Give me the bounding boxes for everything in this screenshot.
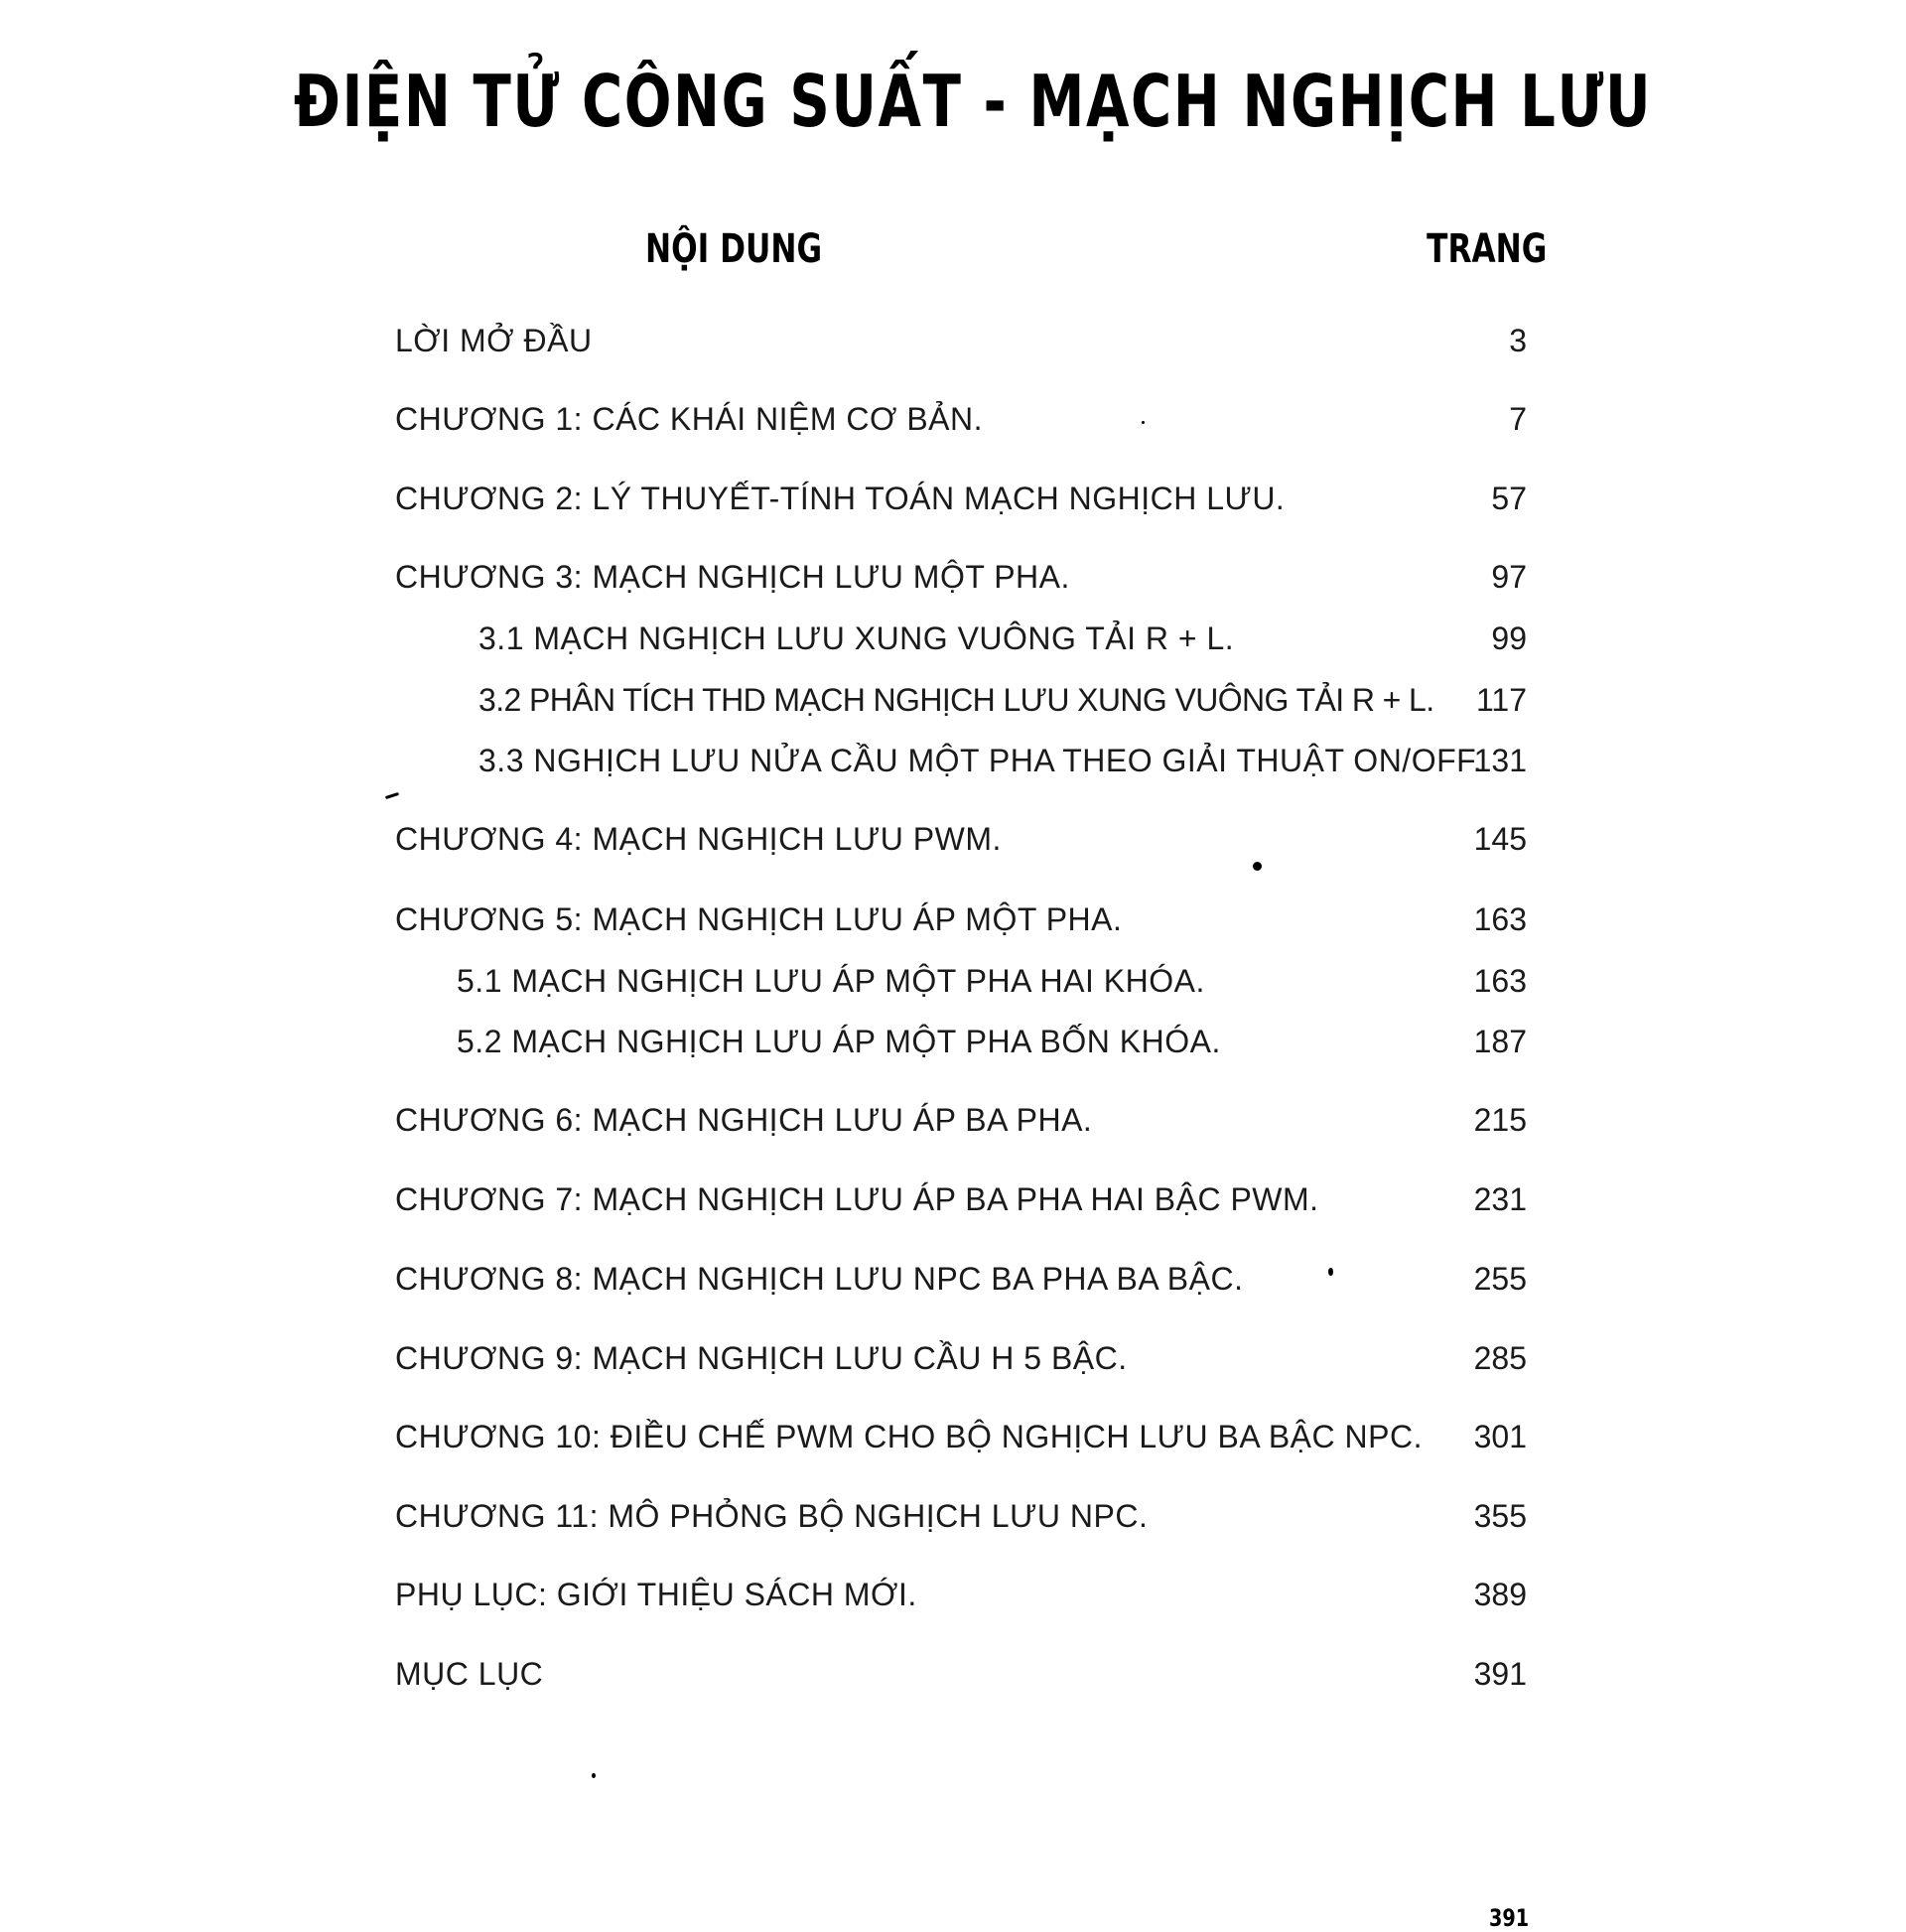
- toc-entry-page: 131: [1473, 743, 1527, 778]
- page-folio: 391: [1488, 1904, 1529, 1932]
- toc-entry-page: 145: [1473, 821, 1527, 857]
- toc-entry-label: 3.3 NGHỊCH LƯU NỬA CẦU MỘT PHA THEO GIẢI THUẬT ON/OFF.: [478, 743, 1483, 778]
- toc-entry-label: CHƯƠNG 3: MẠCH NGHỊCH LƯU MỘT PHA.: [395, 559, 1070, 595]
- toc-entry-page: 301: [1473, 1419, 1527, 1454]
- toc-entry-label: CHƯƠNG 2: LÝ THUYẾT-TÍNH TOÁN MẠCH NGHỊCH LƯU.: [395, 481, 1286, 516]
- toc-entry-page: 99: [1491, 621, 1527, 656]
- toc-entry-label: CHƯƠNG 6: MẠCH NGHỊCH LƯU ÁP BA PHA.: [395, 1102, 1093, 1138]
- toc-entry-label: CHƯƠNG 10: ĐIỀU CHẾ PWM CHO BỘ NGHỊCH LƯU BA BẬC NPC.: [395, 1419, 1423, 1454]
- toc-entry: [0, 1261, 1906, 1305]
- toc-entry: [0, 1102, 1906, 1146]
- toc-entry: [0, 1498, 1906, 1542]
- scan-speck: [1253, 862, 1262, 871]
- toc-entry-label: 3.1 MẠCH NGHỊCH LƯU XUNG VUÔNG TẢI R + L.: [478, 621, 1235, 656]
- toc-entry-page: 215: [1473, 1102, 1527, 1138]
- scan-speck: [1328, 1268, 1333, 1276]
- toc-entry: [0, 1419, 1906, 1462]
- toc-entry: [0, 401, 1906, 445]
- toc-entry-page: 285: [1473, 1340, 1527, 1376]
- toc-entry-page: 255: [1473, 1261, 1527, 1297]
- toc-entry-page: 57: [1491, 481, 1527, 516]
- toc-entry-label: CHƯƠNG 7: MẠCH NGHỊCH LƯU ÁP BA PHA HAI BẬC PWM.: [395, 1181, 1319, 1217]
- toc-entry: [0, 323, 1906, 366]
- scan-speck: [592, 1773, 596, 1778]
- toc-entry-page: 231: [1473, 1181, 1527, 1217]
- toc-entry: [0, 743, 1906, 786]
- toc-entry: [0, 1340, 1906, 1384]
- toc-entry: [0, 901, 1906, 945]
- toc-entry-page: 163: [1473, 963, 1527, 999]
- toc-entry-page: 3: [1509, 323, 1527, 358]
- toc-entry-label: CHƯƠNG 1: CÁC KHÁI NIỆM CƠ BẢN.: [395, 401, 983, 437]
- toc-entry-label: CHƯƠNG 9: MẠCH NGHỊCH LƯU CẦU H 5 BẬC.: [395, 1340, 1128, 1376]
- toc-entry-label: PHỤ LỤC: GIỚI THIỆU SÁCH MỚI.: [395, 1577, 917, 1612]
- toc-entry-page: 163: [1473, 901, 1527, 937]
- toc-entry-page: 97: [1491, 559, 1527, 595]
- toc-entry-label: 5.2 MẠCH NGHỊCH LƯU ÁP MỘT PHA BỐN KHÓA.: [457, 1024, 1221, 1059]
- toc-entry: [0, 481, 1906, 524]
- page-column-heading: TRANG: [1426, 226, 1547, 272]
- toc-entry: [0, 1024, 1906, 1067]
- toc-entry-label: LỜI MỞ ĐẦU: [395, 323, 593, 358]
- toc-entry-label: MỤC LỤC: [395, 1656, 544, 1692]
- content-column-heading: NỘI DUNG: [645, 226, 823, 272]
- toc-entry: [0, 963, 1906, 1007]
- toc-entry-label: CHƯƠNG 11: MÔ PHỎNG BỘ NGHỊCH LƯU NPC.: [395, 1498, 1149, 1534]
- toc-entry-label: 5.1 MẠCH NGHỊCH LƯU ÁP MỘT PHA HAI KHÓA.: [457, 963, 1205, 999]
- toc-entry-label: 3.2 PHÂN TÍCH THD MẠCH NGHỊCH LƯU XUNG VUÔNG TẢI R + L.: [478, 682, 1434, 718]
- scan-speck: [1142, 421, 1145, 424]
- toc-entry: [0, 1181, 1906, 1225]
- toc-entry-page: 187: [1473, 1024, 1527, 1059]
- toc-entry-page: 389: [1473, 1577, 1527, 1612]
- toc-entry: [0, 621, 1906, 664]
- toc-entry: [0, 559, 1906, 603]
- toc-entry-label: CHƯƠNG 4: MẠCH NGHỊCH LƯU PWM.: [395, 821, 1002, 857]
- toc-entry-page: 7: [1509, 401, 1527, 437]
- toc-entry-page: 355: [1473, 1498, 1527, 1534]
- toc-entry-page: 391: [1473, 1656, 1527, 1692]
- toc-entry-page: 117: [1475, 682, 1527, 718]
- toc-entry: [0, 1656, 1906, 1700]
- toc-entry-label: CHƯƠNG 8: MẠCH NGHỊCH LƯU NPC BA PHA BA BẬC.: [395, 1261, 1244, 1297]
- toc-entry: [0, 1577, 1906, 1620]
- toc-entry: [0, 682, 1906, 726]
- toc-entry-label: CHƯƠNG 5: MẠCH NGHỊCH LƯU ÁP MỘT PHA.: [395, 901, 1123, 937]
- book-title: ĐIỆN TỬ CÔNG SUẤT - MẠCH NGHỊCH LƯU: [293, 60, 1653, 143]
- toc-entry: [0, 821, 1906, 865]
